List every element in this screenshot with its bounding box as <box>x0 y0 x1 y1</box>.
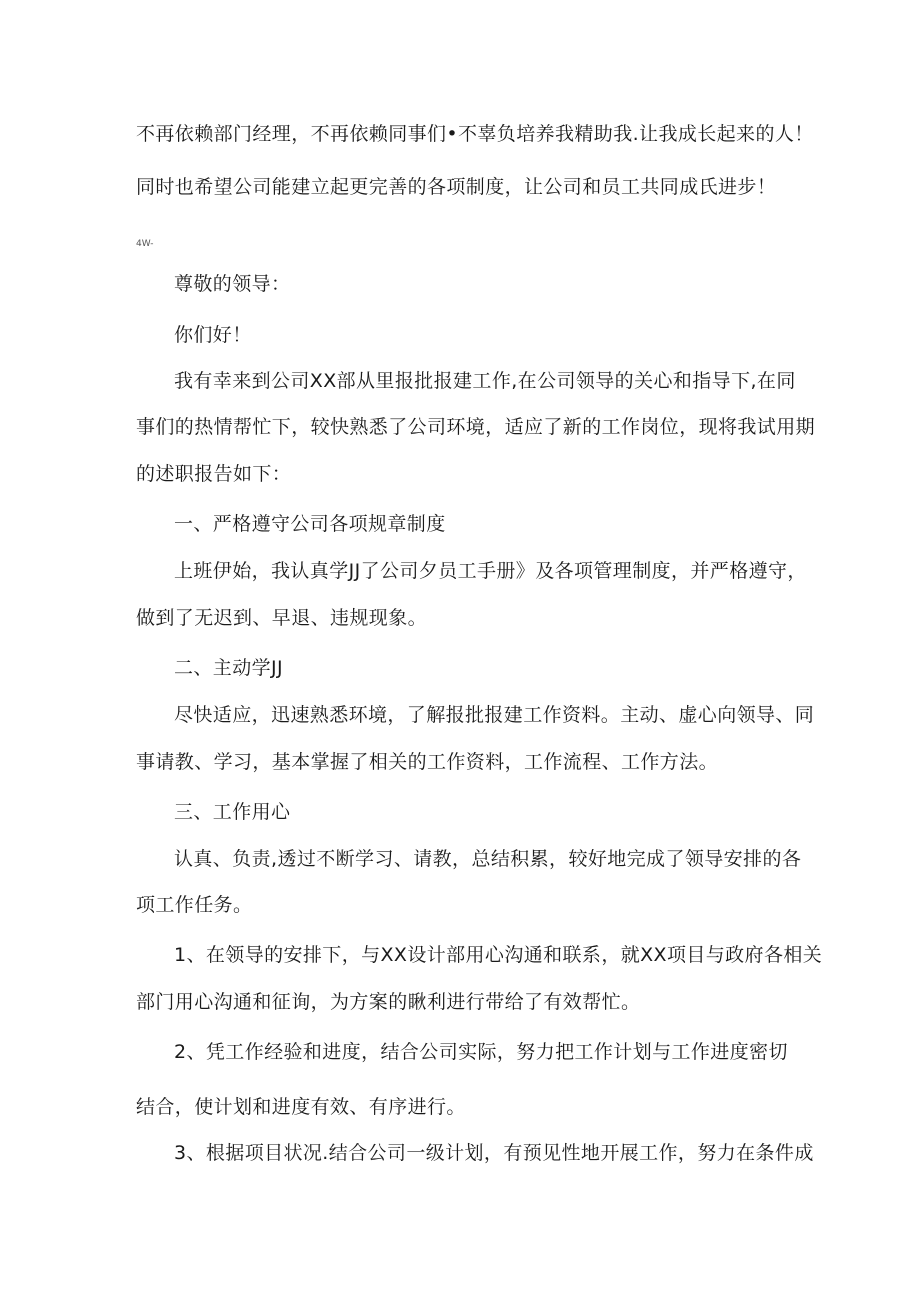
section3-body-line-1: 认真、负责,透过不断学习、请教，总结积累，较好地完成了领导安排的各 <box>174 848 802 870</box>
intro-line-2: 事们的热情帮忙下，较快熟悉了公司环境，适应了新的工作岗位，现将我试用期 <box>136 416 816 438</box>
intro-line-3: 的述职报告如下： <box>136 463 292 485</box>
section2-body-line-2: 事请教、学习，基本掌握了相关的工作资料，工作流程、工作方法。 <box>136 751 719 773</box>
item2-line-1: 2、凭工作经验和进度，结合公司实际，努力把工作计划与工作进度密切 <box>174 1041 788 1063</box>
item1-line-1: 1、在领导的安排下，与XX设计部用心沟通和联系，就XX项目与政府各相关 <box>174 944 823 966</box>
section3-body-line-2: 项工作任务。 <box>136 894 253 916</box>
section1-body-line-1: 上班伊始，我认真学JJ了公司夕员工手册》及各项管理制度，并严格遵守， <box>174 560 807 582</box>
page-marker: 4W- <box>136 239 154 249</box>
intro-line-1: 我有幸来到公司XX部从里报批报建工作,在公司领导的关心和指导下,在同 <box>174 370 796 392</box>
continuation-line-1: 不再依赖部门经理，不再依赖同事们•不辜负培养我精助我.让我成长起来的人！ <box>136 123 814 145</box>
section2-heading: 二、主动学JJ <box>174 657 284 679</box>
item1-line-2: 部门用心沟通和征询，为方案的瞅利进行带给了有效帮忙。 <box>136 991 641 1013</box>
section2-body-line-1: 尽快适应，迅速熟悉环境，了解报批报建工作资料。主动、虚心向领导、同 <box>174 704 815 726</box>
item3-line-1: 3、根据项目状况.结合公司一级计划，有预见性地开展工作，努力在条件成 <box>174 1142 814 1164</box>
greeting: 你们好！ <box>174 324 252 346</box>
section1-heading: 一、严格遵守公司各项规章制度 <box>174 513 446 535</box>
salutation: 尊敬的领导： <box>174 273 291 295</box>
section3-heading: 三、工作用心 <box>174 801 291 823</box>
item2-line-2: 结合，使计划和进度有效、有序进行。 <box>136 1096 466 1118</box>
section1-body-line-2: 做到了无迟到、早退、违规现象。 <box>136 607 428 629</box>
continuation-line-2: 同时也希望公司能建立起更完善的各项制度，让公司和员工共同成氏进步！ <box>136 176 777 198</box>
